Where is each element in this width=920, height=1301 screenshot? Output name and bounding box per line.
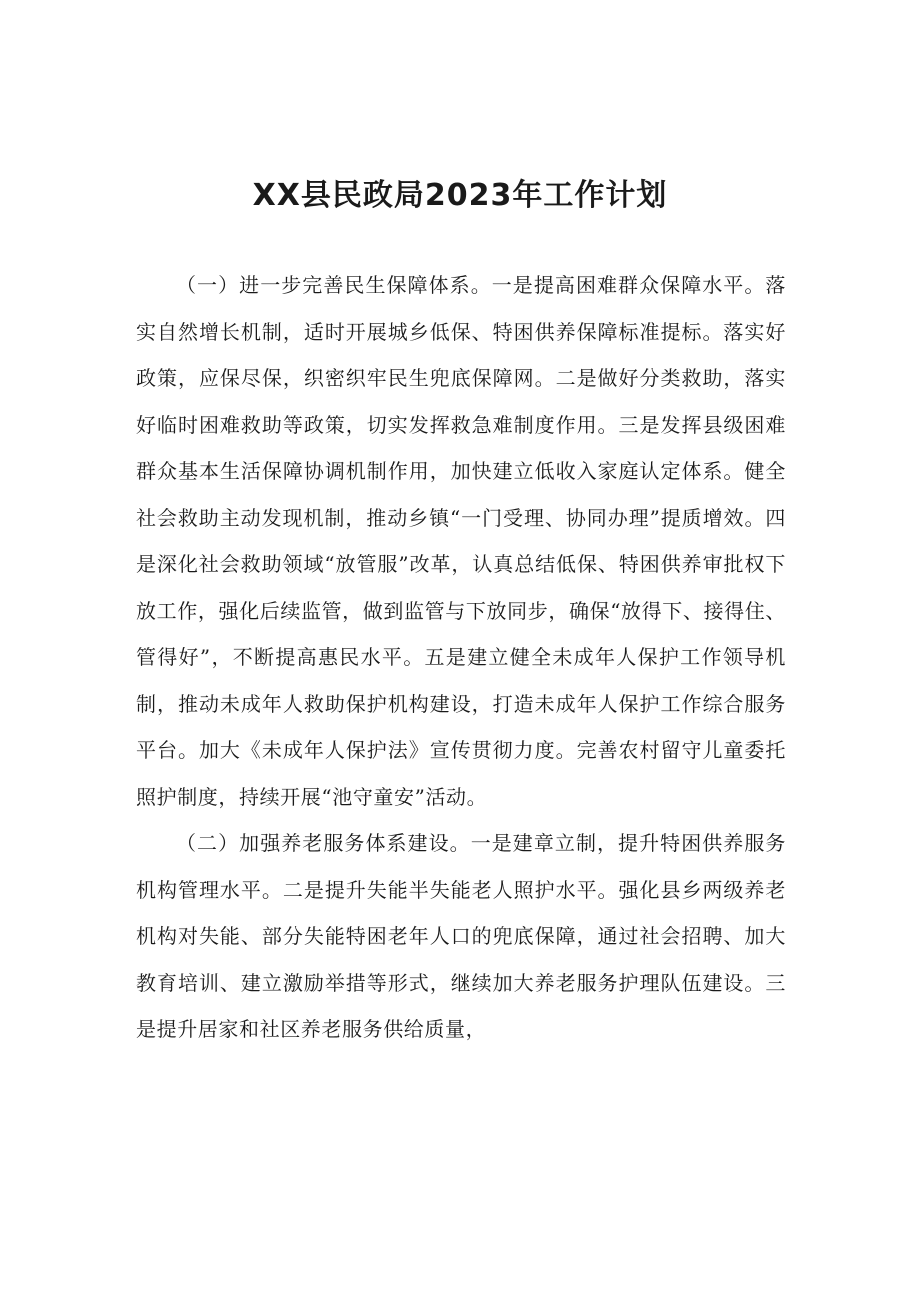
document-title: XX县民政局2023年工作计划 <box>252 178 668 213</box>
paragraph-2: （二）加强养老服务体系建设。一是建章立制，提升特困供养服务机构管理水平。二是提升失能半失能老人照护水平。强化县乡两级养老机构对失能、部分失能特困老年人口的兜底保障，通过社会招聘、加大教育培训、建立激励举措等形式，继续加大养老服务护理队伍建设。三是提升居家和社区养老服务供给质量， <box>136 831 786 1041</box>
document-body <box>136 262 786 1053</box>
paragraph-1: （一）进一步完善民生保障体系。一是提高困难群众保障水平。落实自然增长机制，适时开展城乡低保、特困供养保障标准提标。落实好政策，应保尽保，织密织牢民生兜底保障网。二是做好分类救助，落实好临时困难救助等政策，切实发挥救急难制度作用。三是发挥县级困难群众基本生活保障协调机制作用，加快建立低收入家庭认定体系。健全社会救助主动发现机制，推动乡镇“一门受理、协同办理”提质增效。四是深化社会救助领域“放管服”改革，认真总结低保、特困供养审批权下放工作，强化后续监管，做到监管与下放同步，确保“放得下、接得住、管得好”，不断提高惠民水平。五是建立健全未成年人保护工作领导机制，推动未成年人救助保护机构建设，打造未成年人保护工作综合服务平台。加大《未成年人保护法》宣传贯彻力度。完善农村留守儿童委托照护制度，持续开展“池守童安”活动。 <box>136 273 786 809</box>
